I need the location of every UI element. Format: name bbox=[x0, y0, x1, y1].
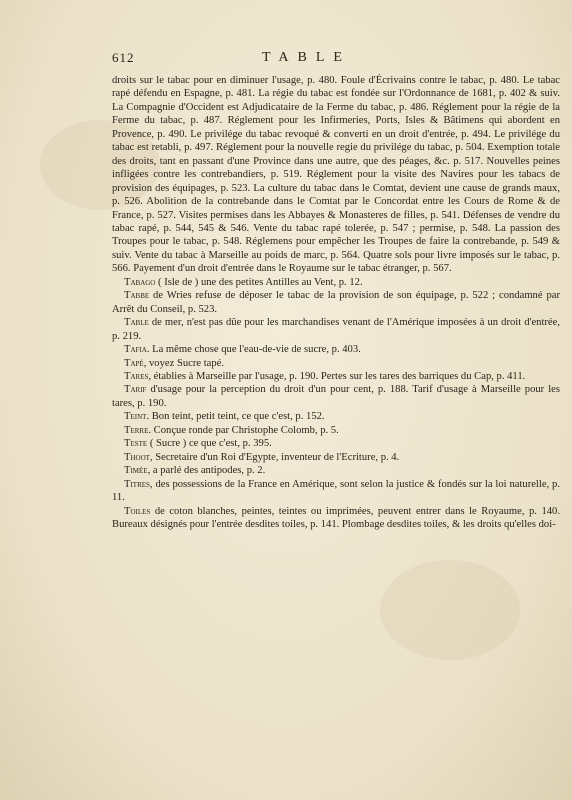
entry-head: Tares bbox=[124, 370, 149, 382]
entry-text: , voyez Sucre tapé. bbox=[143, 357, 225, 369]
entry-text: ( Sucre ) ce que c'est, p. 395. bbox=[147, 438, 272, 450]
entry-text: de coton blanches, peintes, teintes ou imprimées, peuvent entrer dans le Royaume, p. 140. Bureaux désignés pour l'entrée desdites toiles, p. 141. Plombage desdites toiles, & les droits qu'elles doi- bbox=[112, 505, 560, 530]
index-entry bbox=[112, 289, 560, 316]
entry-head: Tapé bbox=[124, 357, 144, 369]
lead-paragraph: droits sur le tabac pour en diminuer l'usage, p. 480. Foule d'Écrivains contre le tabac, p. 480. Le tabac rapé défendu en Espagne, p. 481. La régie du tabac est fondée sur l'Ordonnance de 1681, p. 402 & suiv. La Compagnie d'Occident est Adjudicataire de la Ferme du tabac, p. 486. Réglement pour la régie de la Ferme du tabac, p. 487. Réglement pour les Infirmeries, Ports, Isles & Bâtimens qui abordent en Provence, p. 490. Le privilége du tabac revoqué & converti en un droit d'entrée, p. 494. Le privilége du tabac est retabli, p. 497. Réglement pour la nouvelle regie du privilége du tabac, p. 504. Exemption totale des droits, tant en passant d'une Province dans une autre, que des péages, &c. p. 517. Nouvelles peines infligées contre les contrebandiers, p. 519. Réglement pour la visite des Navires pour les tabacs de provision des équipages, p. 523. La culture du tabac dans le Comtat, devient une cause de grands maux, p. 526. Abolition de la contrebande dans le Comtat par le Concordat entre les Cours de Rome & de France, p. 527. Visites permises dans les Abbayes & Monasteres de filles, p. 541. Défenses de vendre du tabac rapé, p. 544, 545 & 546. Vente du tabac rapé tolerée, p. 547 ; permise, p. 548. La passion des Troupes pour le tabac, p. 548. Réglemens pour empêcher les Troupes de faire la contrebande, p. 549 & suiv. Vente du tabac à Marseille au poids de marc, p. 564. Quatre sols pour livre imposés sur le tabac, p. 566. Payement d'un droit d'entrée dans le Royaume sur le tabac étranger, p. 567. bbox=[112, 75, 560, 275]
running-title: TABLE bbox=[262, 50, 351, 65]
paper-stain bbox=[380, 560, 520, 660]
index-entry bbox=[112, 410, 560, 423]
entry-head: Table bbox=[124, 317, 149, 329]
entry-text: , des possessions de la France en Amérique, sont selon la justice & fondés sur la loi naturelle, p. 11. bbox=[112, 478, 560, 504]
entry-text: ( Isle de ) une des petites Antilles au Vent, p. 12. bbox=[155, 276, 363, 288]
entry-head: Tafia bbox=[124, 344, 147, 356]
entry-text: de Wries refuse de déposer le tabac de la provision de son équipage, p. 522 ; condamné par Arrêt du Conseil, p. 523. bbox=[112, 290, 560, 315]
index-entry bbox=[112, 451, 560, 464]
index-body bbox=[112, 74, 560, 531]
entry-head: Tarif bbox=[124, 384, 147, 396]
index-entry bbox=[112, 343, 560, 356]
entry-text: . Bon teint, petit teint, ce que c'est, p. 152. bbox=[146, 411, 325, 423]
entry-head: Teste bbox=[124, 438, 148, 450]
index-entry bbox=[112, 383, 560, 410]
index-entry bbox=[112, 276, 560, 289]
entry-head: Tabago bbox=[124, 276, 156, 288]
page-number: 612 bbox=[112, 50, 135, 65]
index-entry bbox=[112, 316, 560, 343]
entry-head: Thoot bbox=[124, 451, 150, 463]
entry-head: Tabbe bbox=[124, 290, 150, 302]
index-entry bbox=[112, 437, 560, 450]
entry-text: , a parlé des antipodes, p. 2. bbox=[147, 465, 266, 477]
entry-text: , Secretaire d'un Roi d'Egypte, inventeur de l'Ecriture, p. 4. bbox=[149, 451, 400, 463]
index-entry bbox=[112, 370, 560, 383]
index-entry bbox=[112, 464, 560, 477]
index-entry bbox=[112, 505, 560, 532]
page-header bbox=[112, 50, 552, 70]
entry-text: d'usage pour la perception du droit d'un pour cent, p. 188. Tarif d'usage à Marseille pour les tares, p. 190. bbox=[112, 384, 560, 409]
entry-head: Titres bbox=[124, 478, 150, 490]
index-entry bbox=[112, 357, 560, 370]
entry-text: de mer, n'est pas dûe pour les marchandises venant de l'Amérique imposées à un droit d'entrée, p. 219. bbox=[112, 317, 560, 342]
entry-head: Teint bbox=[124, 411, 147, 423]
entry-text: , établies à Marseille par l'usage, p. 190. Pertes sur les tares des barriques du Cap, p. 411. bbox=[148, 370, 526, 382]
index-entry bbox=[112, 424, 560, 437]
entry-head: Terre bbox=[124, 424, 149, 436]
entry-head: Timée bbox=[124, 465, 148, 477]
entry-head: Toiles bbox=[124, 505, 151, 517]
index-entry bbox=[112, 478, 560, 505]
entry-text: . Conçue ronde par Christophe Colomb, p. 5. bbox=[148, 424, 339, 436]
entry-text: . La même chose que l'eau-de-vie de sucre, p. 403. bbox=[146, 344, 361, 356]
